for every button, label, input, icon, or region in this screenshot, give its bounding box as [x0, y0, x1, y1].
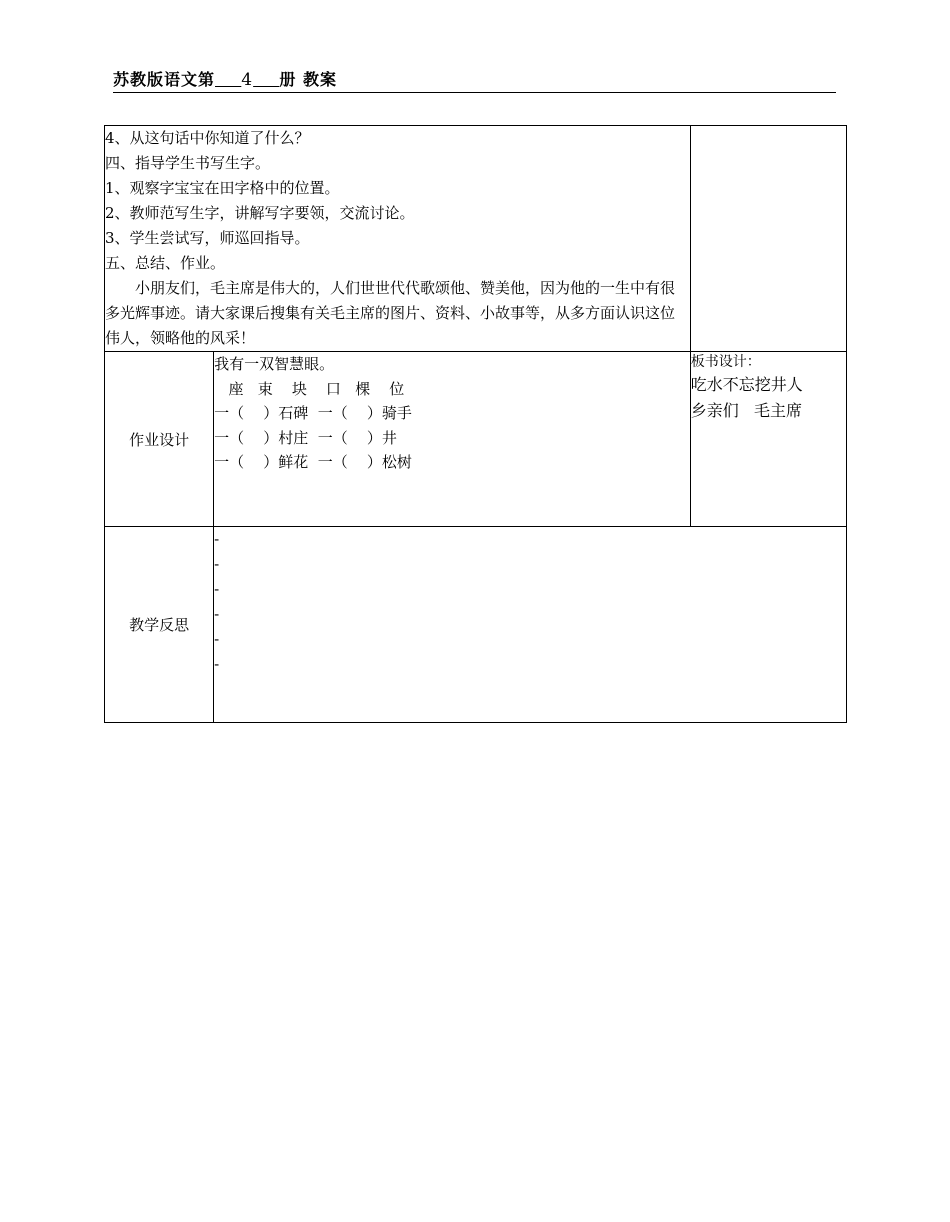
- process-line: 2、教师范写生字，讲解写字要领，交流讨论。: [105, 204, 415, 222]
- reflection-mark: -: [214, 580, 220, 598]
- homework-line: 一（ ）村庄 一（ ）井: [214, 428, 397, 447]
- process-line: 四、指导学生书写生字。: [105, 154, 271, 172]
- process-cell: [105, 126, 691, 352]
- header-volume: 4: [241, 70, 254, 90]
- board-line: 乡亲们 毛主席: [690, 401, 803, 420]
- header-suffix: 册 教案: [279, 70, 337, 89]
- reflection-row: [105, 527, 847, 723]
- reflection-mark: -: [214, 630, 220, 648]
- board-line: 吃水不忘挖井人: [690, 375, 803, 394]
- process-line: 1、观察字宝宝在田字格中的位置。: [105, 179, 340, 197]
- header-volume-blank: [215, 70, 279, 89]
- page-header: [113, 68, 836, 93]
- process-line: 4、从这句话中你知道了什么？: [105, 129, 310, 147]
- homework-line: 一（ ）石碑 一（ ）骑手: [214, 404, 412, 422]
- process-row: [105, 126, 847, 352]
- homework-line: 一（ ）鲜花 一（ ）松树: [214, 453, 412, 471]
- header-prefix: 苏教版语文第: [113, 70, 216, 89]
- homework-cell: [214, 352, 691, 527]
- homework-row: [105, 352, 847, 527]
- process-line: 五、总结、作业。: [105, 254, 226, 272]
- homework-line: 我有一双智慧眼。: [214, 355, 335, 373]
- reflection-label: 教学反思: [105, 527, 214, 723]
- board-design-cell: [690, 352, 846, 527]
- lesson-plan-table: [104, 125, 847, 723]
- homework-line: 座 束 块 口 棵 位: [214, 379, 405, 398]
- notes-cell: [690, 126, 846, 352]
- reflection-mark: -: [214, 655, 220, 673]
- reflection-cell: [214, 527, 847, 723]
- reflection-mark: -: [214, 530, 220, 548]
- process-line: 3、学生尝试写，师巡回指导。: [105, 229, 310, 247]
- closing-paragraph: 小朋友们，毛主席是伟大的，人们世世代代歌颂他、赞美他，因为他的一生中有很多光辉事迹。请大家课后搜集有关毛主席的图片、资料、小故事等，从多方面认识这位伟人，领略他的风采！: [105, 279, 676, 347]
- reflection-mark: -: [214, 555, 220, 573]
- reflection-mark: -: [214, 605, 220, 623]
- board-title: 板书设计：: [690, 354, 761, 370]
- homework-label: 作业设计: [105, 352, 214, 527]
